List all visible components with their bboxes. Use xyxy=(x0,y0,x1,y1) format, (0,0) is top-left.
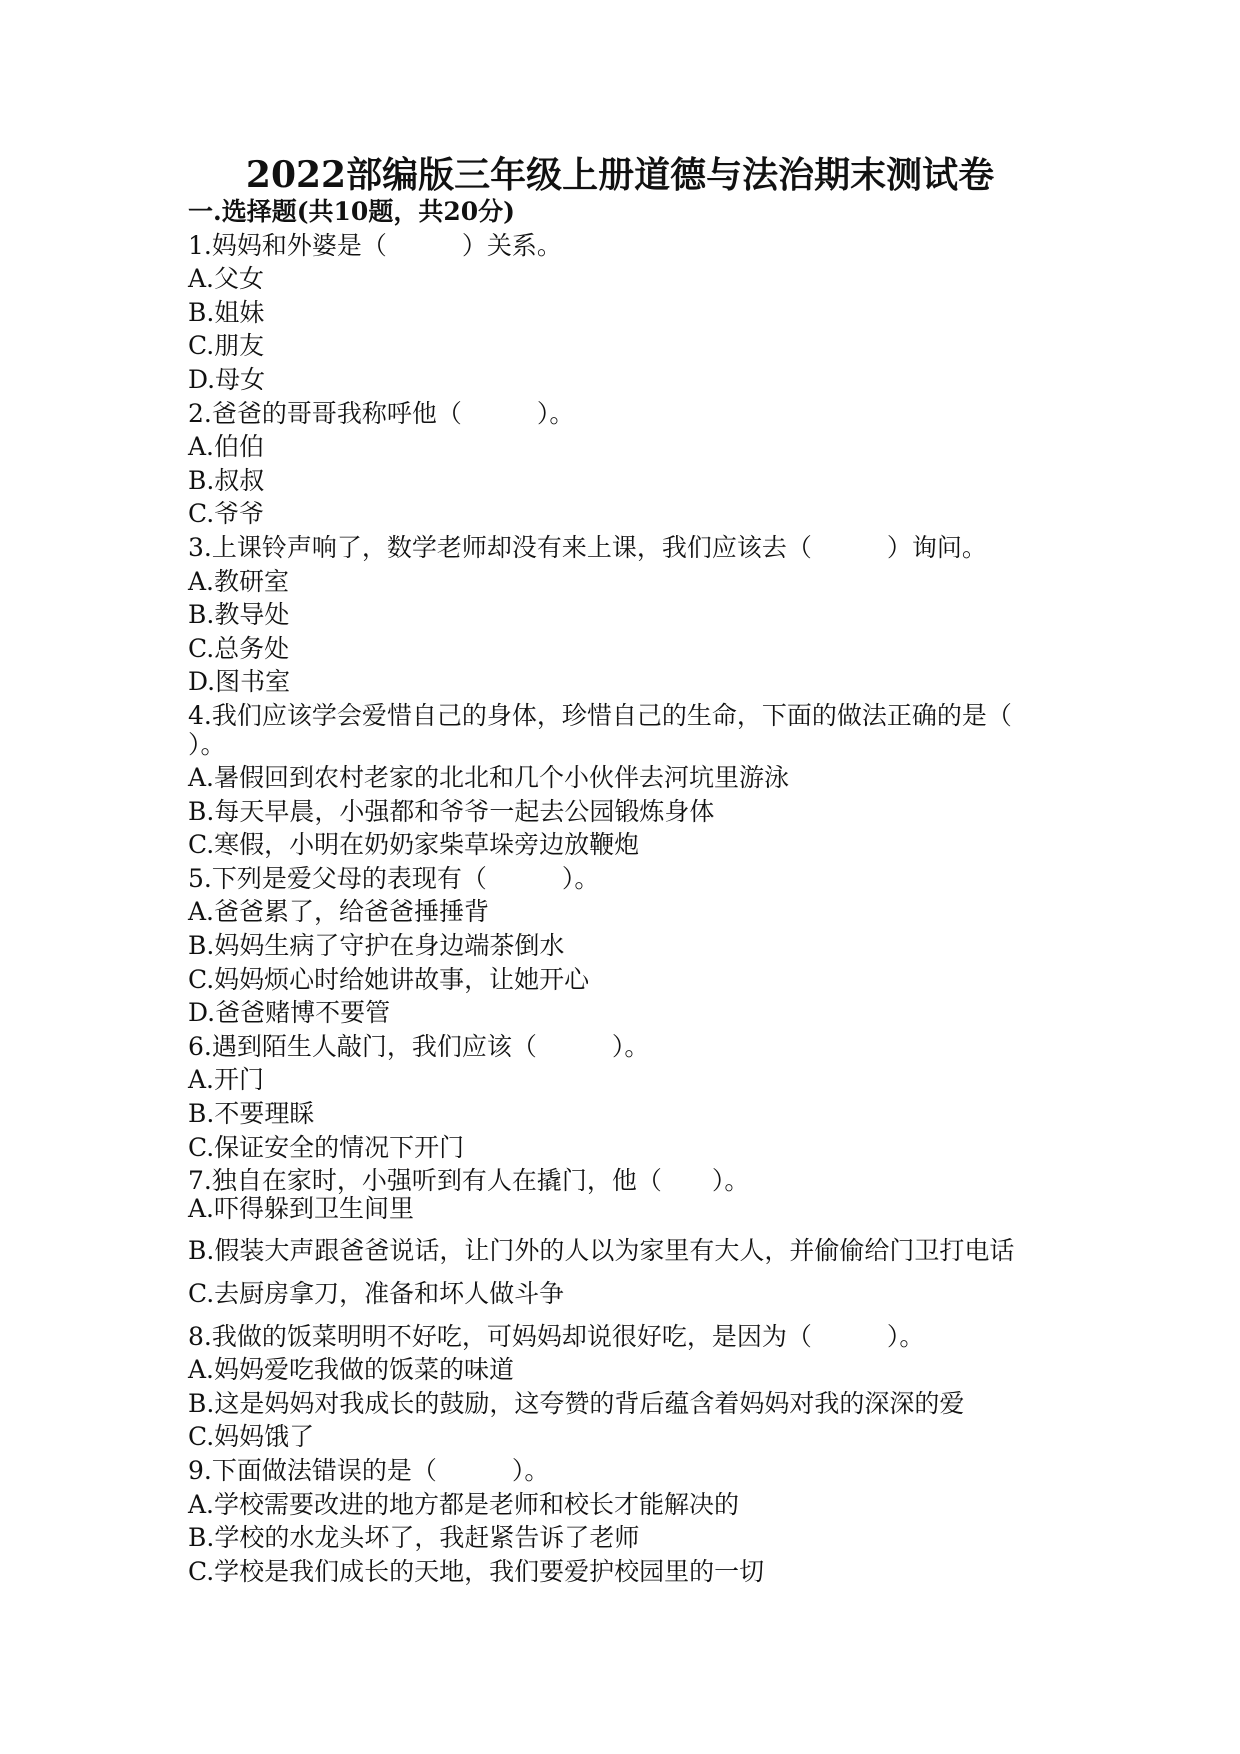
question-2 xyxy=(188,397,1198,531)
question-3-option-a: A.教研室 xyxy=(188,566,290,596)
question-7-option-c: C.去厨房拿刀，准备和坏人做斗争 xyxy=(188,1279,565,1308)
question-7 xyxy=(188,1164,1198,1310)
question-6-option-b: B.不要理睬 xyxy=(188,1099,315,1129)
question-7-stem: 7.独自在家时，小强听到有人在撬门，他（ ）。 xyxy=(188,1166,750,1196)
question-8-option-c: C.妈妈饿了 xyxy=(188,1422,315,1452)
question-9-stem: 9.下面做法错误的是（ ）。 xyxy=(188,1455,550,1485)
question-3-option-b: B.教导处 xyxy=(188,600,290,630)
question-3-option-d: D.图书室 xyxy=(188,667,291,697)
question-2-option-a: A.伯伯 xyxy=(188,432,265,462)
question-7-option-b: B.假装大声跟爸爸说话，让门外的人以为家里有大人，并偷偷给门卫打电话 xyxy=(188,1236,1015,1266)
question-6-stem: 6.遇到陌生人敲门，我们应该（ ）。 xyxy=(188,1031,650,1061)
exam-content xyxy=(188,195,1198,1588)
page-title: 2022部编版三年级上册道德与法治期末测试卷 xyxy=(245,154,995,196)
question-9-option-b: B.学校的水龙头坏了，我赶紧告诉了老师 xyxy=(188,1523,640,1553)
question-4 xyxy=(188,699,1198,862)
question-8-option-a: A.妈妈爱吃我做的饭菜的味道 xyxy=(188,1355,515,1385)
question-4-option-a: A.暑假回到农村老家的北北和几个小伙伴去河坑里游泳 xyxy=(188,763,790,793)
question-6-option-a: A.开门 xyxy=(188,1065,265,1095)
question-1-option-a: A.父女 xyxy=(188,264,265,294)
question-5 xyxy=(188,862,1198,1030)
question-9-option-c: C.学校是我们成长的天地，我们要爱护校园里的一切 xyxy=(188,1556,765,1586)
question-5-option-a: A.爸爸累了，给爸爸捶捶背 xyxy=(188,897,490,927)
question-2-option-c: C.爷爷 xyxy=(188,499,265,529)
question-2-stem: 2.爸爸的哥哥我称呼他（ ）。 xyxy=(188,398,575,428)
question-5-option-b: B.妈妈生病了守护在身边端茶倒水 xyxy=(188,931,565,961)
question-8-stem: 8.我做的饭菜明明不好吃，可妈妈却说很好吃，是因为（ ）。 xyxy=(188,1321,925,1351)
section-heading: 一.选择题(共10题，共20分) xyxy=(188,197,515,226)
question-3-option-c: C.总务处 xyxy=(188,633,290,663)
question-9 xyxy=(188,1454,1198,1588)
question-4-stem: 4.我们应该学会爱惜自己的身体，珍惜自己的生命，下面的做法正确的是（ xyxy=(188,700,1012,730)
question-5-option-d: D.爸爸赌博不要管 xyxy=(188,998,391,1028)
question-1-option-b: B.姐妹 xyxy=(188,297,265,327)
question-8-option-b: B.这是妈妈对我成长的鼓励，这夸赞的背后蕴含着妈妈对我的深深的爱 xyxy=(188,1388,965,1418)
question-1-stem: 1.妈妈和外婆是（ ）关系。 xyxy=(188,230,562,260)
question-1 xyxy=(188,229,1198,397)
question-9-option-a: A.学校需要改进的地方都是老师和校长才能解决的 xyxy=(188,1489,740,1519)
question-4-option-b: B.每天早晨，小强都和爷爷一起去公园锻炼身体 xyxy=(188,796,715,826)
question-6-option-c: C.保证安全的情况下开门 xyxy=(188,1132,465,1162)
question-2-option-b: B.叔叔 xyxy=(188,465,265,495)
question-1-option-c: C.朋友 xyxy=(188,331,265,361)
question-5-stem: 5.下列是爱父母的表现有（ ）。 xyxy=(188,863,600,893)
question-3-stem: 3.上课铃声响了，数学老师却没有来上课，我们应该去（ ）询问。 xyxy=(188,532,987,562)
question-4-option-c: C.寒假，小明在奶奶家柴草垛旁边放鞭炮 xyxy=(188,830,640,860)
question-1-option-d: D.母女 xyxy=(188,364,266,394)
question-6 xyxy=(188,1030,1198,1164)
question-8 xyxy=(188,1320,1198,1454)
question-5-option-c: C.妈妈烦心时给她讲故事，让她开心 xyxy=(188,964,590,994)
question-7-option-a: A.吓得躲到卫生间里 xyxy=(188,1193,415,1223)
question-4-stem-continued: ）。 xyxy=(188,729,226,759)
question-3 xyxy=(188,531,1198,699)
